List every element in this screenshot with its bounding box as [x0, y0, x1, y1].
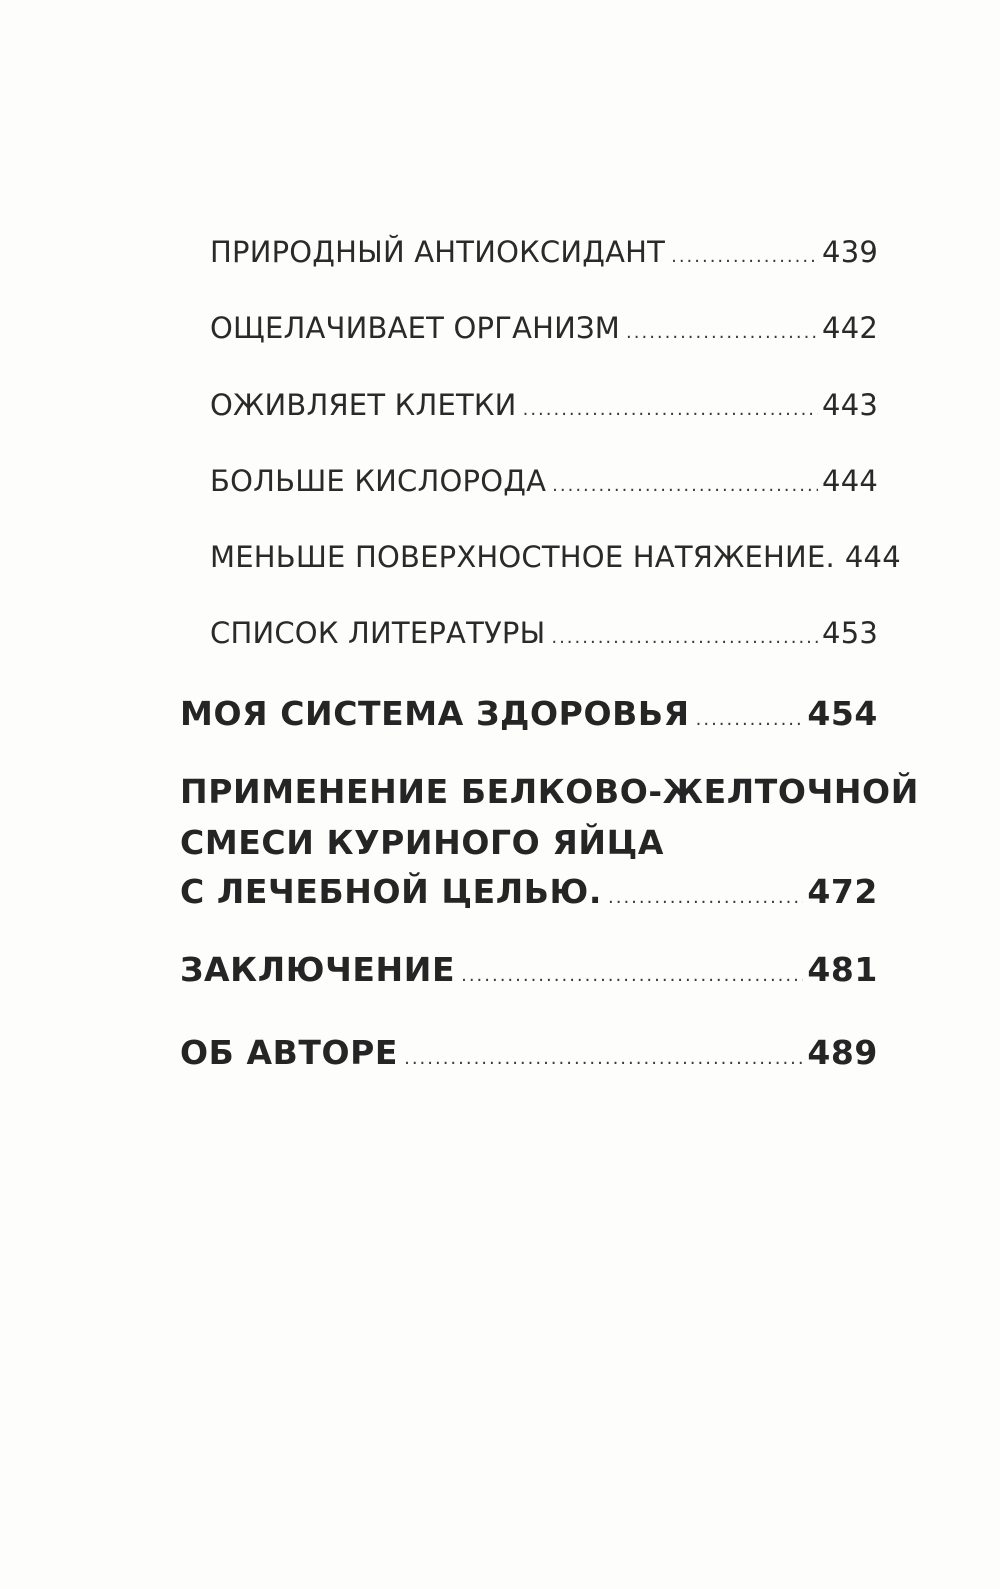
dot-leader — [551, 627, 818, 648]
dot-leader — [552, 475, 818, 496]
toc-page-number: 443 — [822, 388, 878, 422]
dot-leader — [461, 965, 803, 986]
toc-chapter-entry[interactable] — [180, 872, 878, 911]
toc-entry[interactable] — [210, 311, 878, 345]
toc-page-number: 444 — [822, 464, 878, 498]
dot-leader — [523, 399, 818, 420]
dot-leader — [608, 887, 803, 908]
toc-entry[interactable] — [210, 464, 878, 498]
toc-page-number: 472 — [807, 872, 878, 911]
toc-chapter-title-line1: ПРИМЕНЕНИЕ БЕЛКОВО-ЖЕЛТОЧНОЙ — [180, 772, 919, 811]
toc-entry-title: ОЖИВЛЯЕТ КЛЕТКИ — [210, 388, 517, 422]
toc-chapter-title: МОЯ СИСТЕМА ЗДОРОВЬЯ — [180, 694, 690, 733]
toc-entry[interactable] — [210, 540, 901, 574]
toc-page-number: 439 — [822, 235, 878, 269]
dot-leader — [671, 246, 818, 267]
toc-page-number: 442 — [822, 311, 878, 345]
toc-page-number: 454 — [807, 694, 878, 733]
toc-entry-title: СПИСОК ЛИТЕРАТУРЫ — [210, 616, 546, 650]
toc-chapter-entry[interactable] — [180, 950, 878, 989]
toc-page-number: 481 — [807, 950, 878, 989]
toc-page-number: 489 — [807, 1033, 878, 1072]
toc-page-number: 453 — [822, 616, 878, 650]
dot-leader — [696, 709, 804, 730]
toc-entry[interactable] — [210, 235, 878, 269]
toc-page-number: 444 — [844, 540, 901, 574]
toc-entry-title: ПРИРОДНЫЙ АНТИОКСИДАНТ — [210, 235, 666, 269]
toc-chapter-title: ОБ АВТОРЕ — [180, 1033, 399, 1072]
toc-entry[interactable] — [210, 388, 878, 422]
dot-leader — [626, 322, 818, 343]
toc-entry-title: ОЩЕЛАЧИВАЕТ ОРГАНИЗМ — [210, 311, 621, 345]
toc-chapter-entry[interactable] — [180, 1033, 878, 1072]
dot-leader — [404, 1048, 803, 1069]
toc-chapter-entry[interactable] — [180, 694, 878, 733]
toc-chapter-title: ЗАКЛЮЧЕНИЕ — [180, 950, 456, 989]
toc-chapter-title-line2: СМЕСИ КУРИНОГО ЯЙЦА — [180, 823, 664, 862]
toc-entry-title: БОЛЬШЕ КИСЛОРОДА — [210, 464, 547, 498]
toc-chapter-title: С ЛЕЧЕБНОЙ ЦЕЛЬЮ. — [180, 872, 602, 911]
toc-entry-title: МЕНЬШЕ ПОВЕРХНОСТНОЕ НАТЯЖЕНИЕ. — [210, 540, 835, 574]
toc-entry[interactable] — [210, 616, 878, 650]
